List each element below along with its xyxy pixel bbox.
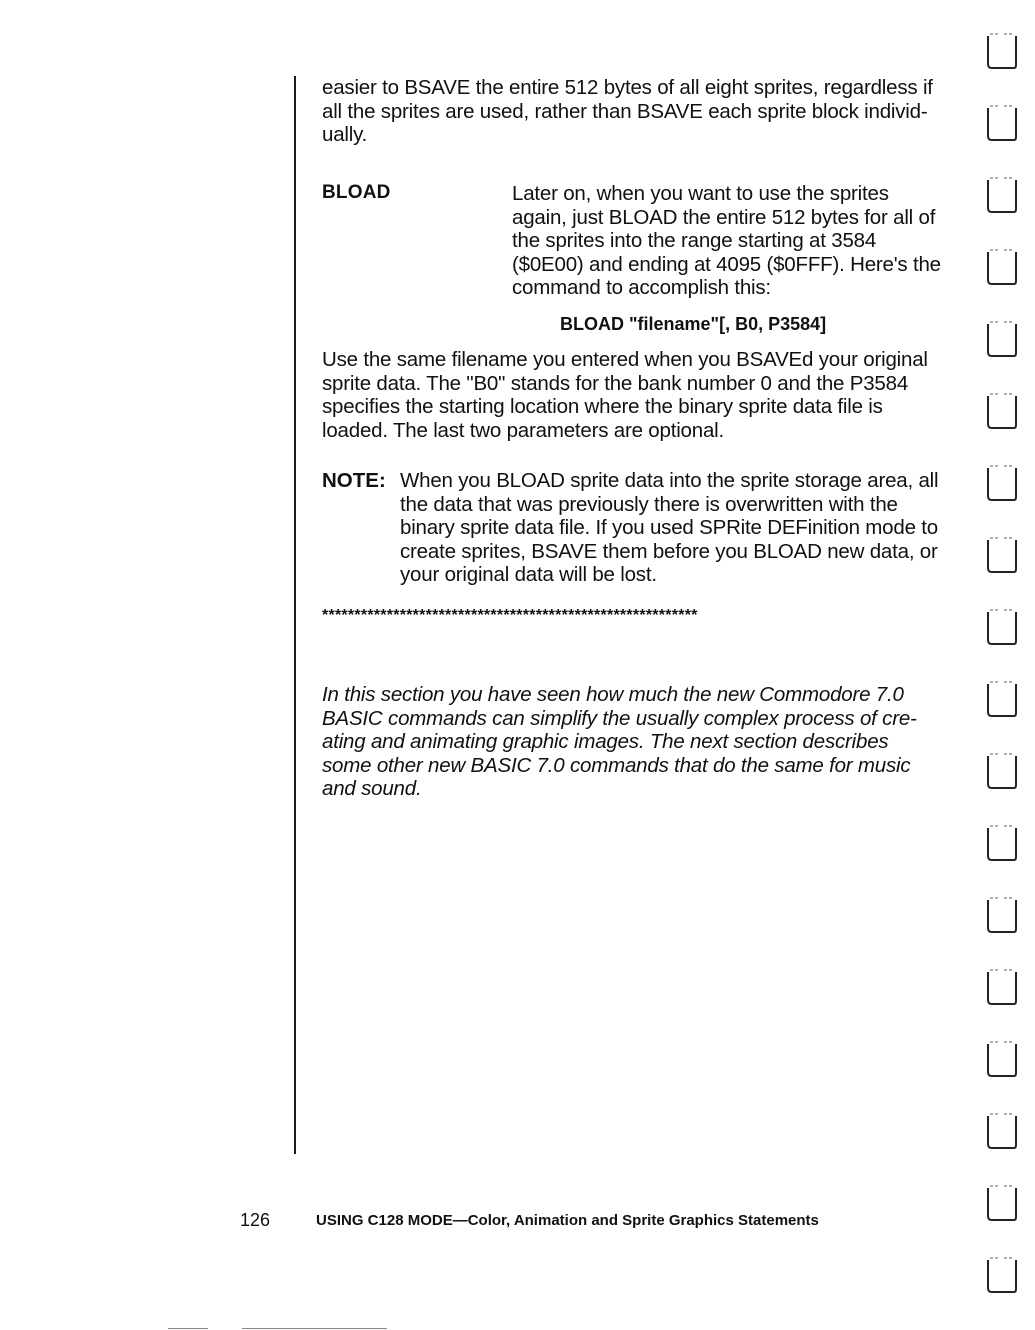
summary-paragraph <box>322 683 962 801</box>
binder-hole-icon <box>982 1180 1020 1226</box>
bload-paragraph <box>512 182 962 300</box>
binder-hole-icon <box>982 964 1020 1010</box>
binder-hole-icon <box>982 1252 1020 1298</box>
summary-line: BASIC commands can simplify the usually complex process of cre- <box>322 706 917 730</box>
footer-subtitle: Color, Animation and Sprite Graphics Statements <box>467 1212 819 1229</box>
filename-line: loaded. The last two parameters are optional. <box>322 418 725 442</box>
asterisk-separator: ********************************************************** <box>322 607 698 624</box>
note-line: the data that was previously there is overwritten with the <box>400 492 898 516</box>
summary-line: some other new BASIC 7.0 commands that do the same for music <box>322 753 911 777</box>
binder-hole-icon <box>982 316 1020 362</box>
filename-line: sprite data. The "B0" stands for the bank number 0 and the P3584 <box>322 371 909 395</box>
intro-line: easier to BSAVE the entire 512 bytes of all eight sprites, regardless if <box>322 76 933 99</box>
bload-line: ($0E00) and ending at 4095 ($0FFF). Here's the <box>512 252 941 276</box>
binder-hole-icon <box>982 100 1020 146</box>
note-line: create sprites, BSAVE them before you BLOAD new data, or <box>400 539 938 563</box>
binder-hole-icon <box>982 820 1020 866</box>
bload-line: command to accomplish this: <box>512 276 771 300</box>
binder-hole-icon <box>982 532 1020 578</box>
bload-line: again, just BLOAD the entire 512 bytes for all of <box>512 205 936 229</box>
binder-hole-icon <box>982 892 1020 938</box>
summary-line: ating and animating graphic images. The next section describes <box>322 730 889 754</box>
intro-line: all the sprites are used, rather than BSAVE each sprite block individ- <box>322 99 928 123</box>
bload-line: the sprites into the range starting at 3584 <box>512 229 877 253</box>
filename-paragraph <box>322 348 962 442</box>
summary-line: In this section you have seen how much the new Commodore 7.0 <box>322 683 904 706</box>
note-line: binary sprite data file. If you used SPRite DEFinition mode to <box>400 516 938 540</box>
scan-mark <box>242 1328 387 1329</box>
note-line: your original data will be lost. <box>400 563 657 587</box>
left-margin-rule <box>294 76 296 1154</box>
summary-line: and sound. <box>322 777 422 801</box>
note-paragraph <box>400 469 970 587</box>
intro-line: ually. <box>322 123 368 147</box>
binder-hole-icon <box>982 1108 1020 1154</box>
binder-hole-icon <box>982 1036 1020 1082</box>
binder-hole-icon <box>982 460 1020 506</box>
bload-line: Later on, when you want to use the sprites <box>512 182 889 205</box>
binder-hole-icon <box>982 172 1020 218</box>
footer-title: USING C128 MODE— <box>316 1212 468 1229</box>
binder-hole-icon <box>982 604 1020 650</box>
binder-hole-icon <box>982 676 1020 722</box>
bload-heading: BLOAD <box>322 182 391 203</box>
running-footer <box>316 1212 819 1229</box>
note-line: When you BLOAD sprite data into the sprite storage area, all <box>400 469 939 492</box>
binder-hole-icon <box>982 244 1020 290</box>
filename-line: specifies the starting location where the binary sprite data file is <box>322 395 883 419</box>
note-label: NOTE: <box>322 469 386 492</box>
scan-mark <box>168 1328 208 1329</box>
binder-hole-icon <box>982 388 1020 434</box>
page-number: 126 <box>240 1210 271 1230</box>
intro-paragraph <box>322 76 962 147</box>
binder-hole-icon <box>982 28 1020 74</box>
filename-line: Use the same filename you entered when you BSAVEd your original <box>322 348 928 371</box>
binder-hole-icon <box>982 748 1020 794</box>
bload-command-syntax: BLOAD "filename"[, B0, P3584] <box>560 314 827 334</box>
